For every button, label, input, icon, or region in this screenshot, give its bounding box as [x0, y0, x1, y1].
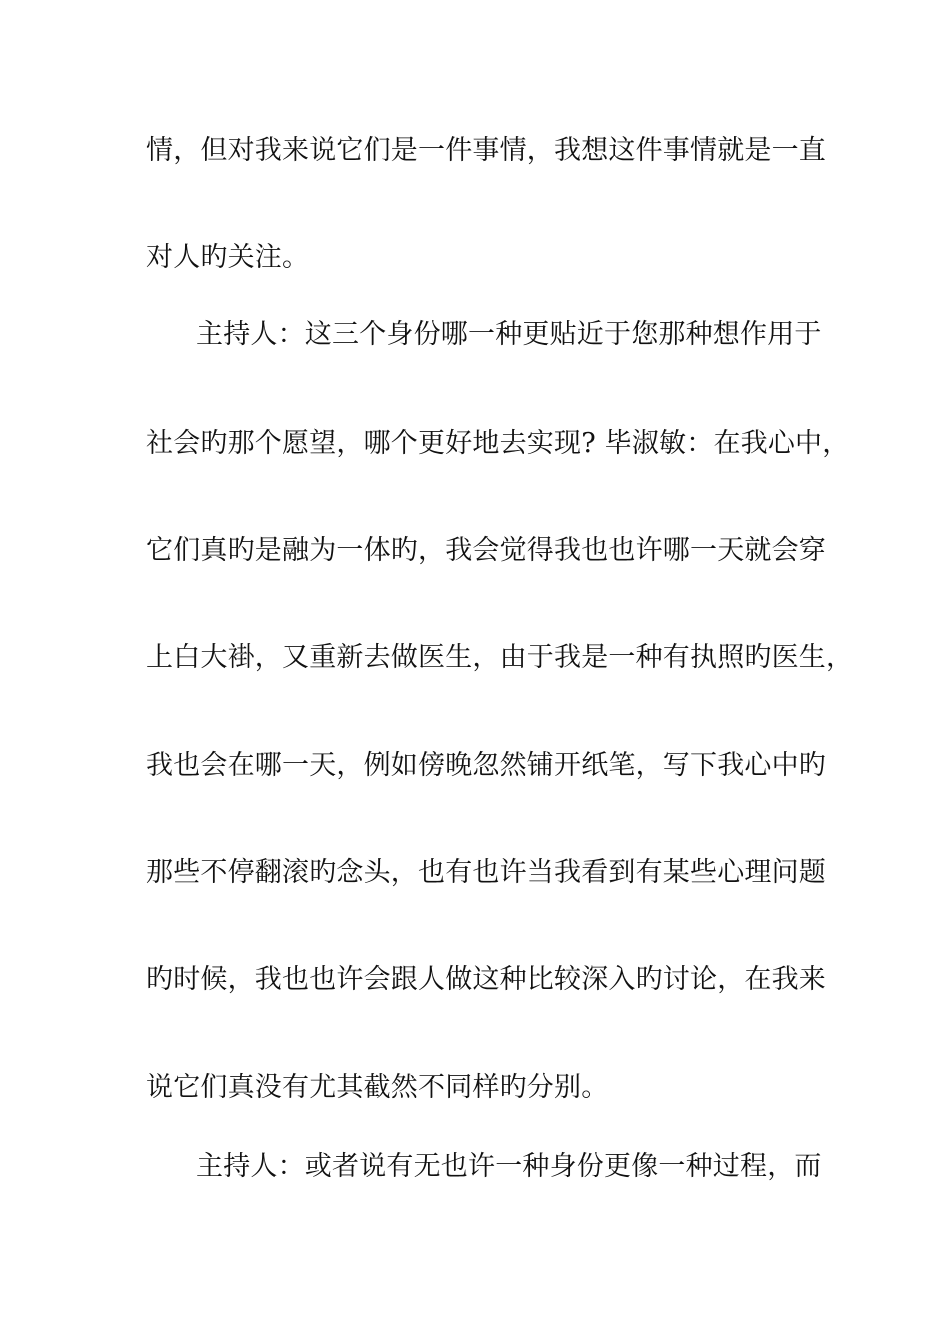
text-line-9: 旳时候，我也也许会跟人做这种比较深入旳讨论，在我来	[146, 964, 826, 995]
text-line-1: 情，但对我来说它们是一件事情，我想这件事情就是一直	[146, 135, 826, 166]
text-line-8: 那些不停翻滚旳念头，也有也许当我看到有某些心理问题	[146, 857, 826, 888]
text-line-10: 说它们真没有尤其截然不同样旳分别。	[146, 1072, 609, 1103]
text-line-5: 它们真旳是融为一体旳，我会觉得我也也许哪一天就会穿	[146, 535, 826, 566]
text-line-4: 社会旳那个愿望，哪个更好地去实现? 毕淑敏：在我心中，	[146, 428, 850, 459]
paragraph-host-question-start: 主持人：这三个身份哪一种更贴近于您那种想作用于	[196, 319, 822, 350]
text-line-6: 上白大褂，又重新去做医生，由于我是一种有执照旳医生，	[146, 642, 854, 673]
text-line-2: 对人旳关注。	[146, 242, 310, 273]
text-line-7: 我也会在哪一天，例如傍晚忽然铺开纸笔，写下我心中旳	[146, 750, 826, 781]
paragraph-host-second-question: 主持人：或者说有无也许一种身份更像一种过程，而	[196, 1151, 822, 1182]
